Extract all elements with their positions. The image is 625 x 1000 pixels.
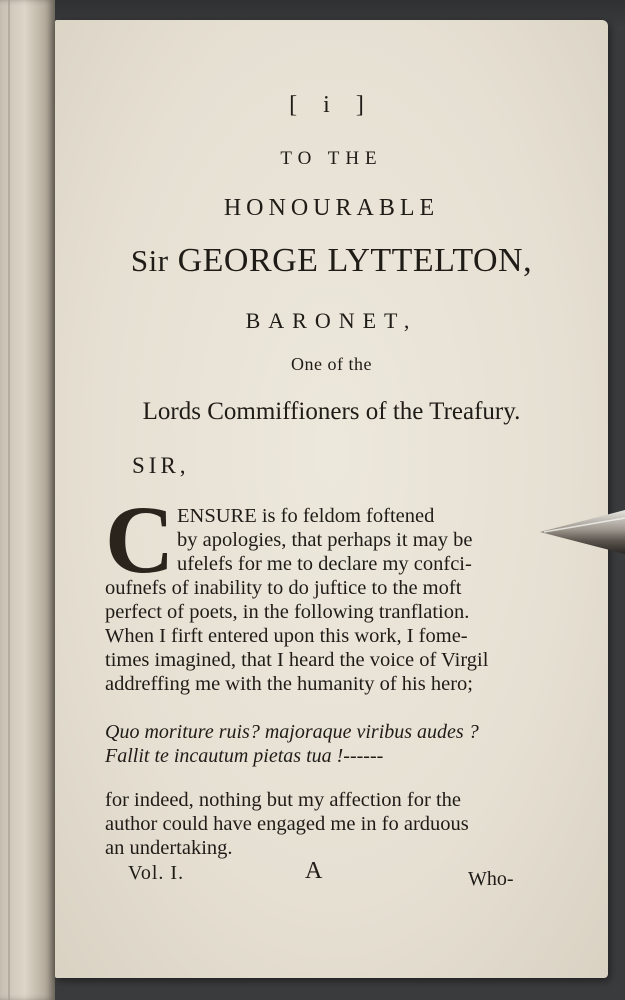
page-edge-line	[8, 0, 10, 1000]
quotation-line: Quo moriture ruis? majoraque viribus audes ?	[105, 721, 479, 743]
salutation: SIR,	[132, 453, 190, 478]
volume-mark: Vol. I.	[128, 862, 185, 884]
heading-to-the: TO THE	[280, 148, 383, 169]
text-line: oufnefs of inability to do juftice to the moft	[105, 577, 462, 599]
page-number: [ i ]	[289, 92, 374, 118]
text-line: an undertaking.	[105, 837, 233, 859]
heading-sir: Sir	[130, 243, 169, 278]
heading-one-of: One of the	[291, 354, 372, 374]
text-line: perfect of poets, in the following tranflation.	[105, 601, 470, 623]
facing-page-edge	[0, 0, 55, 1000]
text-line: ENSURE is fo feldom foftened	[177, 505, 435, 527]
text-line: When I firft entered upon this work, I fome-	[105, 625, 468, 647]
heading-baronet: BARONET,	[245, 308, 418, 333]
text-line: addreffing me with the humanity of his hero;	[105, 673, 473, 695]
page-weight-icon	[540, 508, 625, 558]
text-line: ufelefs for me to declare my confci-	[177, 553, 472, 575]
text-line: for indeed, nothing but my affection for the	[105, 789, 461, 811]
catchword: Who-	[468, 868, 514, 890]
heading-honourable: HONOURABLE	[223, 195, 440, 221]
heading-lords: Lords Commiffioners of the Treafury.	[142, 398, 521, 425]
quotation-line: Fallit te incautum pietas tua !------	[105, 745, 384, 767]
signature-mark: A	[305, 858, 323, 884]
drop-cap: C	[105, 486, 175, 593]
text-line: times imagined, that I heard the voice of Virgil	[105, 649, 489, 671]
heading-name: GEORGE LYTTELTON,	[177, 242, 533, 279]
text-line: author could have engaged me in fo arduous	[105, 813, 469, 835]
book-page	[55, 20, 608, 978]
text-line: by apologies, that perhaps it may be	[177, 529, 473, 551]
heading-name-line	[55, 242, 608, 280]
